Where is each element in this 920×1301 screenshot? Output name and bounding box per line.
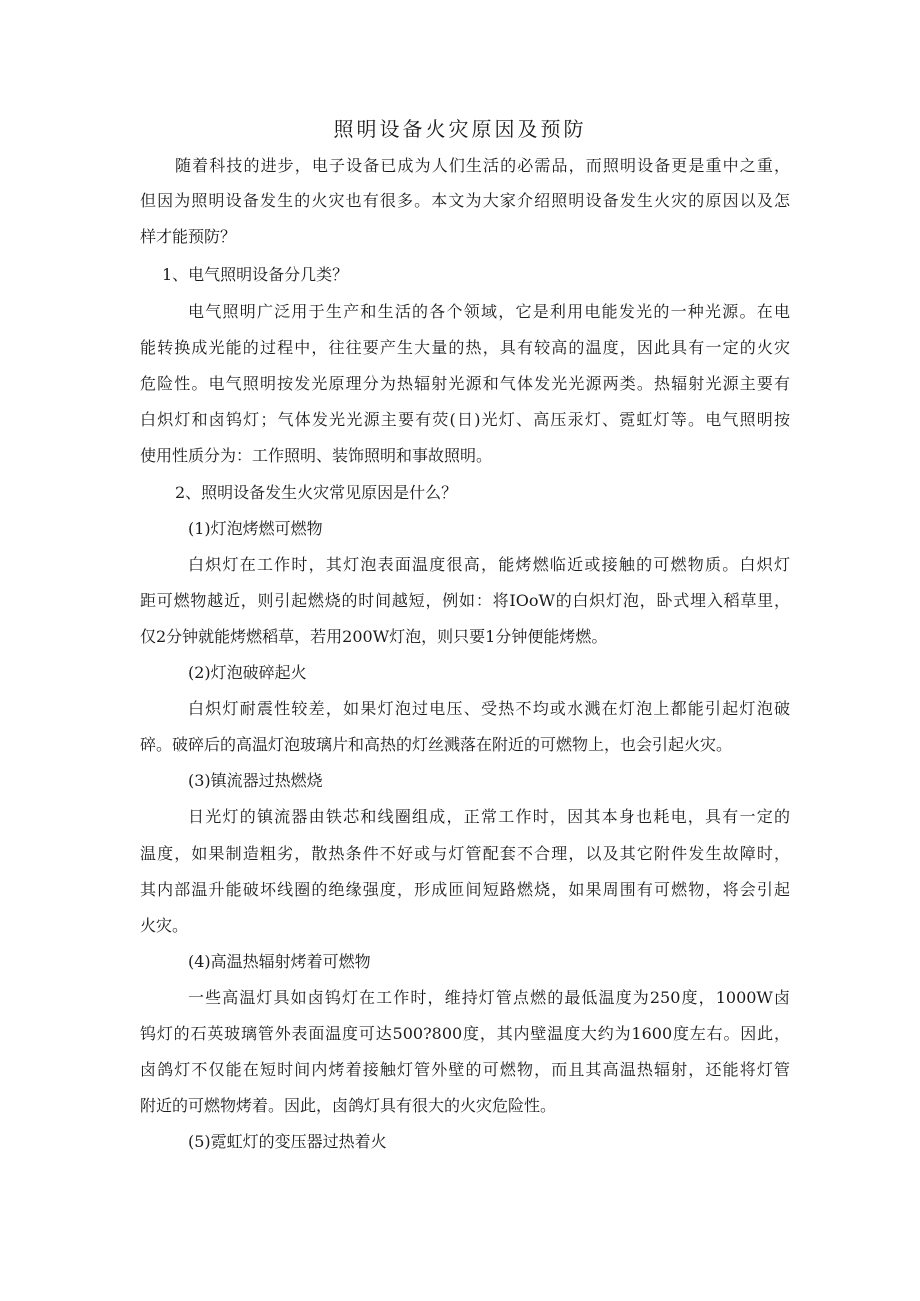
paragraph-line: 一些高温灯具如卤钨灯在工作时，维持灯管点燃的最低温度为250度，1000W卤 — [188, 988, 790, 1007]
paragraph-line: 使用性质分为：工作照明、装饰照明和事故照明。 — [140, 446, 493, 465]
paragraph-line: 白炽灯耐震性较差，如果灯泡过电压、受热不均或水溅在灯泡上都能引起灯泡破 — [188, 699, 790, 718]
paragraph-line: 碎。破碎后的高温灯泡玻璃片和高热的灯丝溅落在附近的可燃物上，也会引起火灾。 — [140, 735, 733, 754]
paragraph-line: 随着科技的进步，电子设备已成为人们生活的必需品，而照明设备更是重中之重， — [175, 156, 790, 175]
paragraph-line: 电气照明广泛用于生产和生活的各个领域，它是利用电能发光的一种光源。在电 — [188, 302, 790, 321]
paragraph-line: 钨灯的石英玻璃管外表面温度可达500?800度，其内壁温度大约为1600度左右。因此， — [140, 1024, 790, 1043]
paragraph-line: 卤鸽灯不仅能在短时间内烤着接触灯管外壁的可燃物，而且其高温热辐射，还能将灯管 — [140, 1060, 790, 1079]
section-heading: 1、电气照明设备分几类？ — [162, 265, 349, 284]
subsection-heading: (4)高温热辐射烤着可燃物 — [188, 952, 371, 971]
paragraph-line: 距可燃物越近，则引起燃烧的时间越短，例如：将IOoW的白炽灯泡，卧式埋入稻草里， — [140, 591, 790, 610]
document-title: 照明设备火灾原因及预防 — [333, 117, 587, 141]
paragraph-line: 附近的可燃物烤着。因此，卤鸽灯具有很大的火灾危险性。 — [140, 1096, 557, 1115]
paragraph-line: 危险性。电气照明按发光原理分为热辐射光源和气体发光光源两类。热辐射光源主要有 — [140, 374, 790, 393]
subsection-heading: (3)镇流器过热燃烧 — [188, 771, 323, 790]
paragraph-line: 其内部温升能破坏线圈的绝缘强度，形成匝间短路燃烧，如果周围有可燃物，将会引起 — [140, 880, 790, 899]
paragraph-line: 仅2分钟就能烤燃稻草，若用200W灯泡，则只要1分钟便能烤燃。 — [140, 627, 608, 646]
paragraph-line: 温度，如果制造粗劣，散热条件不好或与灯管配套不合理，以及其它附件发生故障时， — [140, 844, 790, 863]
paragraph-line: 白炽灯和卤钨灯；气体发光光源主要有荧(日)光灯、高压汞灯、霓虹灯等。电气照明按 — [140, 410, 790, 429]
subsection-heading: (1)灯泡烤燃可燃物 — [188, 519, 323, 538]
paragraph-line: 火灾。 — [140, 916, 189, 935]
paragraph-line: 样才能预防？ — [140, 227, 237, 246]
paragraph-line: 能转换成光能的过程中，往往要产生大量的热，具有较高的温度，因此具有一定的火灾 — [140, 338, 790, 357]
subsection-heading: (2)灯泡破碎起火 — [188, 663, 307, 682]
subsection-heading: (5)霓虹灯的变压器过热着火 — [188, 1132, 387, 1151]
paragraph-line: 白炽灯在工作时，其灯泡表面温度很高，能烤燃临近或接触的可燃物质。白炽灯 — [188, 555, 790, 574]
paragraph-line: 日光灯的镇流器由铁芯和线圈组成，正常工作时，因其本身也耗电，具有一定的 — [188, 807, 790, 826]
section-heading: 2、照明设备发生火灾常见原因是什么？ — [175, 483, 458, 502]
paragraph-line: 但因为照明设备发生的火灾也有很多。本文为大家介绍照明设备发生火灾的原因以及怎 — [140, 191, 790, 210]
